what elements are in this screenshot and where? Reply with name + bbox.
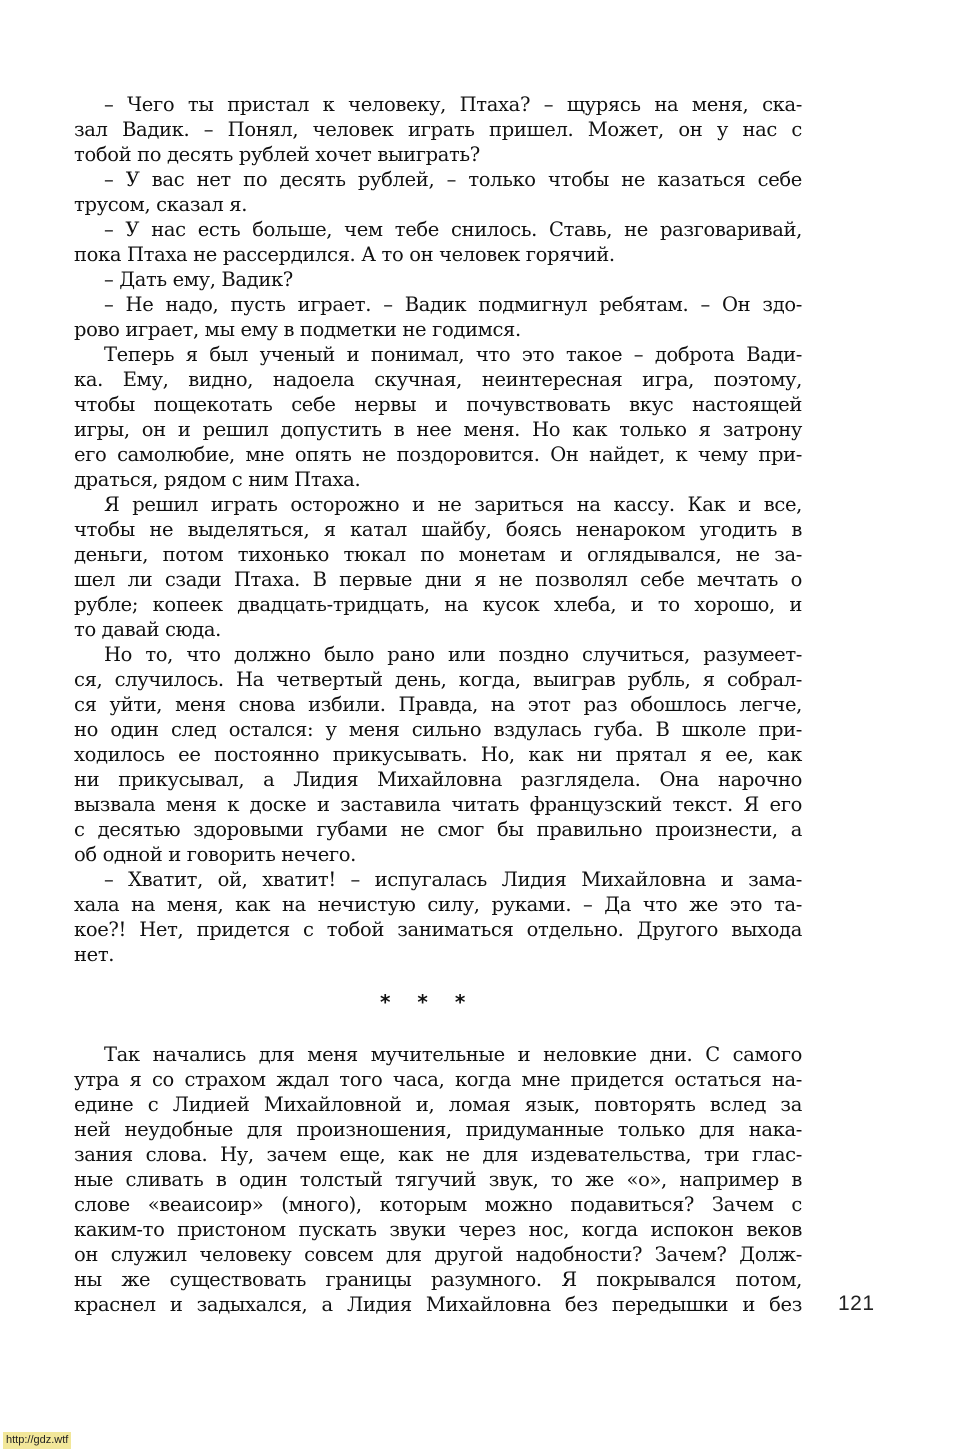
text-line: Так начались для меня мучительные и неловкие дни. С самого (104, 1043, 802, 1066)
text-line: об одной и говорить нечего. (74, 843, 356, 866)
page-number: 121 (838, 1292, 875, 1315)
text-line: он служил человеку совсем для другой надобности? Зачем? Долж- (74, 1243, 802, 1266)
text-line: ся, случилось. На четвертый день, когда, выиграв рубль, я собрал- (74, 668, 802, 691)
text-line: рово играет, мы ему в подметки не годимся. (74, 318, 521, 341)
text-line: – У вас нет по десять рублей, – только чтобы не казаться себе (104, 168, 802, 191)
text-line: ны же существовать границы разумного. Я покрывался потом, (74, 1268, 802, 1291)
text-line: – Дать ему, Вадик? (104, 268, 293, 291)
text-line: с десятью здоровыми губами не смог бы правильно произнести, а (74, 818, 802, 841)
text-line: утра я со страхом ждал того часа, когда мне придется остаться на- (74, 1068, 802, 1091)
text-line: каким-то пристоном пускать звуки через нос, когда испокон веков (74, 1218, 802, 1241)
text-line: ней неудобные для произношения, придуманные только для нака- (74, 1118, 802, 1141)
text-line: Я решил играть осторожно и не зариться на кассу. Как и все, (104, 493, 802, 516)
text-line: его самолюбие, мне опять не поздоровится. Он найдет, к чему при- (74, 443, 802, 466)
text-line: чтобы не выделяться, я катал шайбу, боясь ненароком угодить в (74, 518, 802, 541)
text-line: вызвала меня к доске и заставила читать французский текст. Я его (74, 793, 802, 816)
text-line: кое?! Нет, придется с тобой заниматься отдельно. Другого выхода (74, 918, 802, 941)
text-line: ные сливать в один толстый тягучий звук, то же «о», например в (74, 1168, 802, 1191)
text-line: деньги, потом тихонько тюкал по монетам и оглядывался, не за- (74, 543, 802, 566)
text-line: но один след остался: у меня сильно вздулась губа. В школе при- (74, 718, 802, 741)
text-line: зания слова. Ну, зачем еще, как не для издевательства, три глас- (74, 1143, 802, 1166)
text-line: ходилось ее постоянно прикусывать. Но, как ни прятал я ее, как (74, 743, 802, 766)
text-line: хала на меня, как на нечистую силу, руками. – Да что же это та- (74, 893, 802, 916)
text-line: – У нас есть больше, чем тебе снилось. Ставь, не разговаривай, (104, 218, 802, 241)
text-line: краснел и задыхался, а Лидия Михайловна без передышки и без (74, 1293, 802, 1316)
text-line: ни прикусывал, а Лидия Михайловна разглядела. Она нарочно (74, 768, 802, 791)
watermark-link[interactable]: http://gdz.wtf (3, 1432, 71, 1449)
text-line: игры, он и решил допустить в нее меня. Но как только я затрону (74, 418, 802, 441)
text-line: едине с Лидией Михайловной и, ломая язык, повторять вслед за (74, 1093, 802, 1116)
text-line: пока Птаха не рассердился. А то он человек горячий. (74, 243, 615, 266)
text-line: драться, рядом с ним Птаха. (74, 468, 361, 491)
text-line: нет. (74, 943, 115, 966)
text-line: чтобы пощекотать себе нервы и почувствовать вкус настоящей (74, 393, 802, 416)
section-separator: * * * (380, 990, 476, 1014)
text-line: зал Вадик. – Понял, человек играть пришел. Может, он у нас с (74, 118, 802, 141)
text-line: – Чего ты пристал к человеку, Птаха? – щурясь на меня, ска- (104, 93, 802, 116)
text-line: шел ли сзади Птаха. В первые дни я не позволял себе мечтать о (74, 568, 802, 591)
text-line: – Хватит, ой, хватит! – испугалась Лидия Михайловна и зама- (104, 868, 802, 891)
text-line: ся уйти, меня снова избили. Правда, на этот раз обошлось легче, (74, 693, 802, 716)
text-line: слове «веаисоир» (много), которым можно подавиться? Зачем с (74, 1193, 802, 1216)
text-line: – Не надо, пусть играет. – Вадик подмигнул ребятам. – Он здо- (104, 293, 802, 316)
text-line: ка. Ему, видно, надоела скучная, неинтересная игра, поэтому, (74, 368, 802, 391)
text-line: Но то, что должно было рано или поздно случиться, разумеет- (104, 643, 802, 666)
text-line: то давай сюда. (74, 618, 221, 641)
text-line: тобой по десять рублей хочет выиграть? (74, 143, 480, 166)
text-line: Теперь я был ученый и понимал, что это такое – доброта Вади- (104, 343, 802, 366)
text-line: рубле; копеек двадцать-тридцать, на кусок хлеба, и то хорошо, и (74, 593, 802, 616)
text-line: трусом, сказал я. (74, 193, 248, 216)
